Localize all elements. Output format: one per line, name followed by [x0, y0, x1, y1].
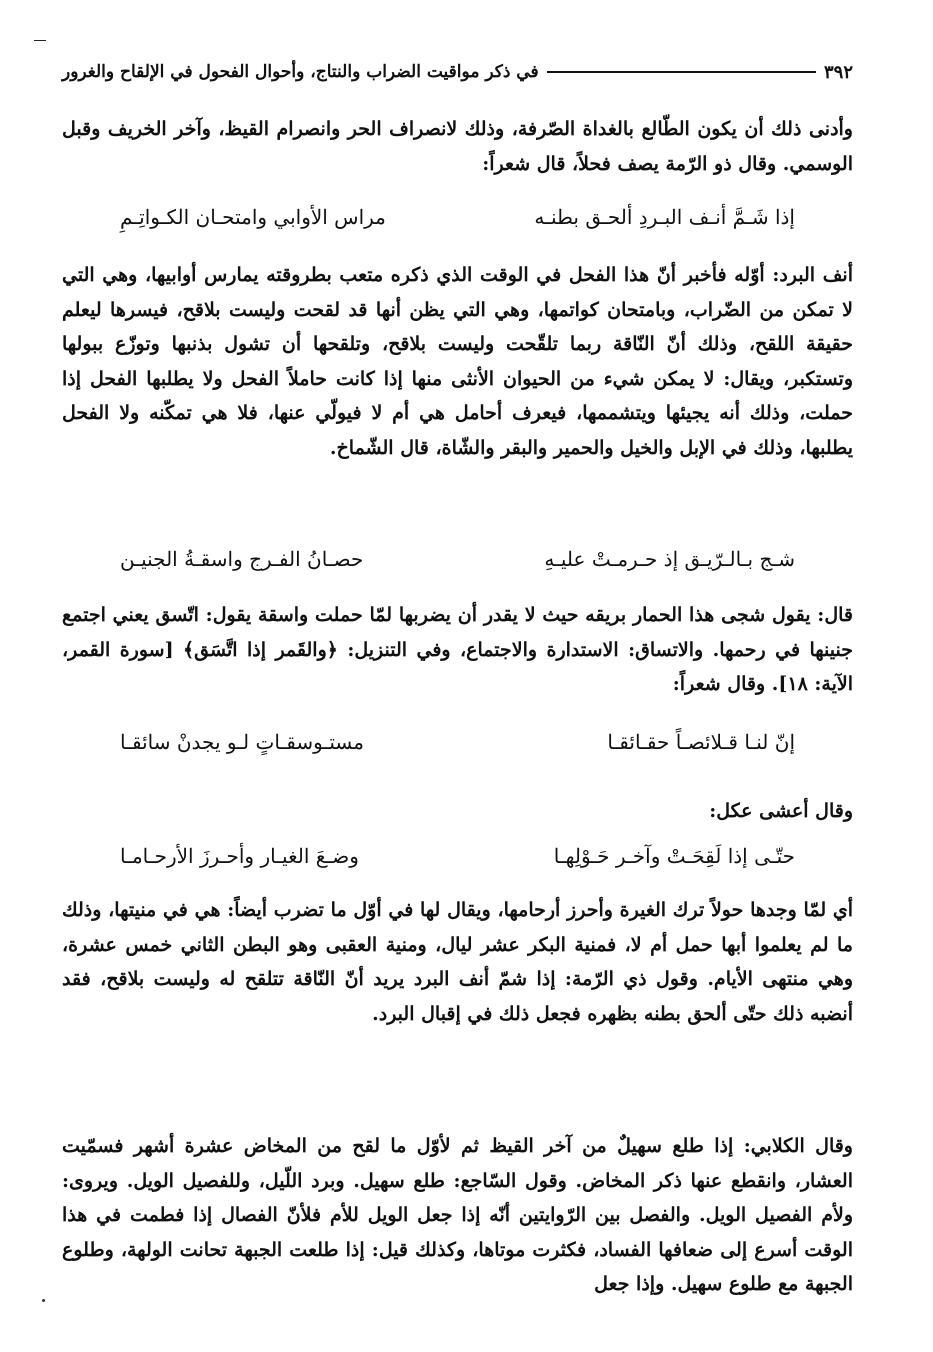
verse-line	[120, 730, 795, 754]
verse-second-hemistich: وضـعَ الغيـار وأحـرزَ الأرحـامـا	[120, 844, 359, 868]
page-number: ٣٩٢	[823, 61, 853, 83]
verse-line	[120, 844, 795, 868]
verse-first-hemistich: إنّ لنـا قـلائصـاً حقـائقـا	[607, 730, 795, 754]
paragraph: قال: يقول شجى هذا الحمار بريقه حيث لا يقدر أن يضربها لمّا حملت واسقة يقول: اتّسق يعني اجتمع جنينها في رحمها. والاتساق: الاستدارة والاجتماع، وفي التنزيل: ﴿والقَمر إذا اتَّسَق﴾ [سورة القمر، الآية: ١٨]. وقال شعراً:	[62, 604, 854, 695]
paragraph: وأدنى ذلك أن يكون الطّالع بالغداة الصّرفة، وذلك لانصراف الحر وانصرام القيظ، وآخر الخريف وقبل الوسمي. وقال ذو الرّمة يصف فحلاً، قال شعراً:	[62, 118, 853, 175]
verse-second-hemistich: حصـانُ الفـرج واسقـةُ الجنيـن	[120, 547, 364, 571]
margin-mark	[34, 40, 46, 41]
verse-first-hemistich: شـج بـالـرّيـق إذ حـرمـتْ عليـهِ	[544, 547, 795, 571]
paragraph: أي لمّا وجدها حولاً ترك الغيرة وأحرز أرحامها، ويقال لها في أوّل ما تضرب أيضاً: هي في منيتها، وذلك ما لم يعلموا أبها حمل أم لا، فمنية البكر عشر ليال، ومنية العقبى وهو البطن الثاني خمس عشرة، وهي منتهى الأيام. وقول ذي الرّمة: إذا شمّ أنف البرد يريد أنّ النّاقة تتلقح له وليست بلاقح، فقد أنضبه ذلك حتّى ألحق بطنه بظهره فجعل ذلك في إقبال البرد.	[62, 899, 853, 1025]
verse-first-hemistich: حتّـى إذا لَقِحَـتْ وآخـر حَـوْلِهـا	[553, 844, 795, 868]
paragraph: أنف البرد: أوّله فأخبر أنّ هذا الفحل في الوقت الذي ذكره متعب بطروقته يمارس أوابيها، وهي التي لا تمكن من الضّراب، وبامتحان كواتمها، وهي التي يظن أنها قد لقحت وليست بلاقح، فيسرها ليعلم حقيقة اللقح، وذلك أنّ النّاقة ربما تلقّحت وليست بلاقح، وتلقحها أن تشول بذنبها وتوزّع ببولها وتستكبر، ويقال: لا يمكن شيء من الحيوان الأنثى منها إذا كانت حاملاً الفحل ولا يطلبها الفحل إذا حملت، وذلك أنه يجيئها ويتشممها، فيعرف أحامل هي أم لا فيولّي عنها، فلا هي تمكّنه ولا الفحل يطلبها، وذلك في الإبل والخيل والحمير والبقر والشّاة، قال الشّماخ.	[62, 264, 853, 459]
verse-second-hemistich: مراس الأوابي وامتحـان الكـواتِـمِ	[120, 205, 386, 229]
header-rule	[547, 71, 816, 73]
verse-second-hemistich: مستـوسقـاتٍ لـو يجدنْ سائقـا	[120, 730, 364, 754]
verse-line	[120, 547, 795, 571]
page-header	[62, 50, 853, 94]
speck-mark	[42, 1299, 45, 1302]
paragraph: وقال الكلابي: إذا طلع سهيلٌ من آخر القيظ ثم لأوّل ما لقح من المخاض عشرة أشهر فسمّيت العشار، وانقطع عنها ذكر المخاض. وقول السّاجع: طلع سهيل. وبرد اللّيل، وللفصيل الويل. ويروى: ولأم الفصيل الويل. والفصل بين الرّوايتين أنّه إذا جعل الويل للأم فلأنّ الفصال إذا فطمت في هذا الوقت أسرع إلى ضعافها الفساد، فكثرت موتاها، وكذلك قيل: إذا طلعت الجبهة تحانت الولهة، وطلوع الجبهة مع طلوع سهيل. وإذا جعل	[62, 1135, 853, 1295]
paragraph: وقال أعشى عكل:	[709, 800, 853, 822]
running-title: في ذكر مواقيت الضراب والنتاج، وأحوال الفحول في الإلقاح والغرور	[62, 62, 539, 82]
verse-first-hemistich: إذا شَـمَّ أنـف البـردِ ألحـق بطنـه	[534, 205, 795, 229]
verse-line	[120, 205, 795, 229]
